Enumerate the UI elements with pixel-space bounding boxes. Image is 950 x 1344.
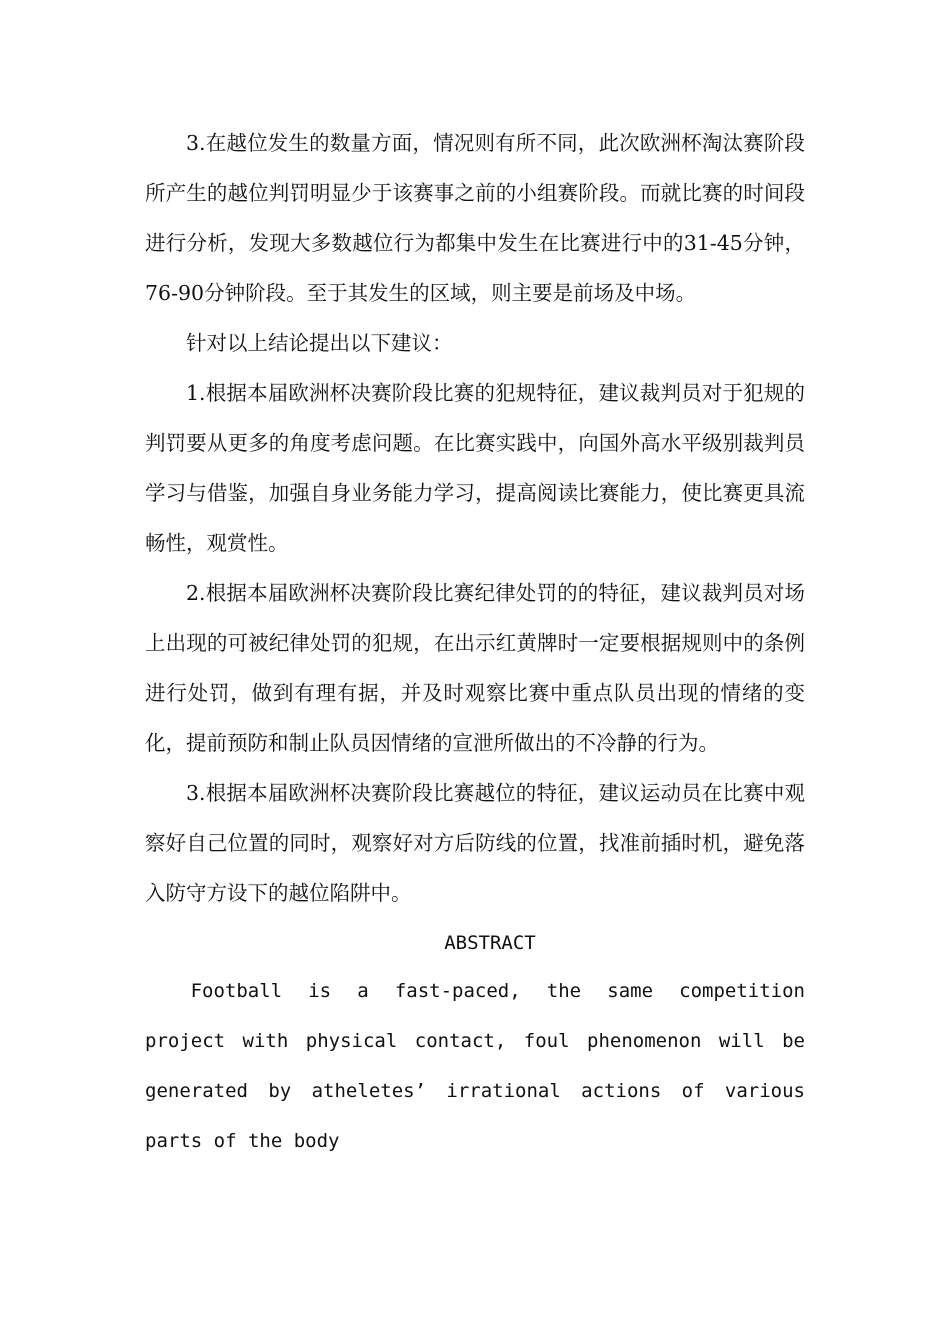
paragraph-suggestion-offside: 3.根据本届欧洲杯决赛阶段比赛越位的特征，建议运动员在比赛中观察好自己位置的同时，观察好对方后防线的位置，找准前插时机，避免落入防守方设下的越位陷阱中。: [145, 781, 805, 905]
document-body: [145, 118, 805, 1166]
abstract-paragraph: Football is a fast-paced, the same competition project with physical contact, foul phenomenon will be generated by atheletes’ irrational actions of various parts of the body: [145, 980, 805, 1152]
paragraph-suggestion-discipline: 2.根据本届欧洲杯决赛阶段比赛纪律处罚的的特征，建议裁判员对场上出现的可被纪律处罚的犯规，在出示红黄牌时一定要根据规则中的条例进行处罚，做到有理有据，并及时观察比赛中重点队员出现的情绪的变化，提前预防和制止队员因情绪的宣泄所做出的不冷静的行为。: [145, 581, 805, 755]
paragraph-offside-conclusion: 3.在越位发生的数量方面，情况则有所不同，此次欧洲杯淘汰赛阶段所产生的越位判罚明显少于该赛事之前的小组赛阶段。而就比赛的时间段进行分析，发现大多数越位行为都集中发生在比赛进行中的31-45分钟，76-90分钟阶段。至于其发生的区域，则主要是前场及中场。: [145, 131, 805, 305]
abstract-heading: ABSTRACT: [444, 932, 536, 954]
paragraph-suggestion-fouls: 1.根据本届欧洲杯决赛阶段比赛的犯规特征，建议裁判员对于犯规的判罚要从更多的角度考虑问题。在比赛实践中，向国外高水平级别裁判员学习与借鉴，加强自身业务能力学习，提高阅读比赛能力，使比赛更具流畅性，观赏性。: [145, 381, 805, 555]
paragraph-suggestions-intro: 针对以上结论提出以下建议：: [186, 331, 453, 355]
